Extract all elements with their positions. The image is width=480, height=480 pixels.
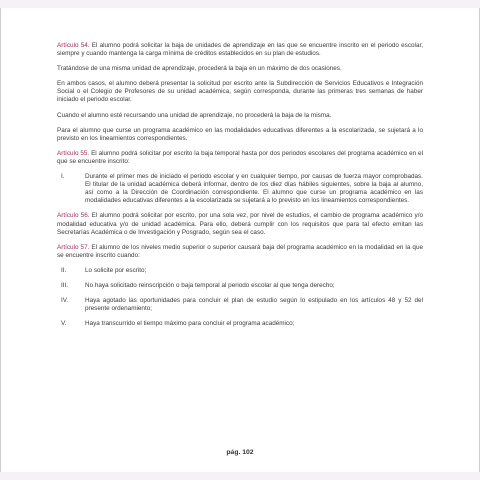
bottom-band xyxy=(0,472,480,480)
article-56-text: El alumno podrá solicitar por escrito, por una sola vez, por nivel de estudios, el cambio de programa académico y/o modalidad educativa y/o de unidad académica. Para ello, deberá cumplir con los requisitos que para tal efecto emitan las Secretarías Académica o de Investigación y Posgrado, según sea el caso. xyxy=(57,212,423,236)
paragraph-text: Cuando el alumno esté recursando una unidad de aprendizaje, no procederá la baja de la misma. xyxy=(57,111,332,119)
paragraph-text: En ambos casos, el alumno deberá presentar la solicitud por escrito ante la Subdirección de Servicios Educativos e Integración Social o el Colegio de Profesores de su unidad académica, según corresponda, durante las primeras tres semanas de haber iniciado el periodo escolar. xyxy=(57,80,423,104)
paragraph-text: Tratándose de una misma unidad de aprendizaje, procederá la baja en un máximo de dos ocasiones. xyxy=(57,65,342,73)
top-band xyxy=(0,0,480,8)
list-item-number: V. xyxy=(61,320,67,328)
article-54-text: El alumno podrá solicitar la baja de unidades de aprendizaje en las que se encuentre inscrito en el periodo escolar, siempre y cuando mantenga la carga mínima de créditos establecidos en su plan de estudios. xyxy=(57,42,424,58)
article-55-heading: Artículo 55. xyxy=(57,149,90,157)
list-item-number: I. xyxy=(61,173,65,181)
list-item xyxy=(57,282,423,290)
article-57-heading: Artículo 57. xyxy=(57,243,90,251)
list-item-text: Lo solicite por escrito; xyxy=(85,266,147,274)
list-item-text: Haya agotado las oportunidades para concluir el plan de estudio según lo estipulado en los artículos 48 y 52 del presente ordenamiento; xyxy=(85,297,423,313)
list-item-text: Haya transcurrido el tiempo máximo para concluir el programa académico; xyxy=(85,320,295,328)
list-item-number: II. xyxy=(61,266,67,274)
paragraph-article-57 xyxy=(57,244,423,260)
list-item-text: No haya solicitado reinscripción o baja temporal al periodo escolar al que tenga derecho; xyxy=(85,281,335,289)
paragraph-text: Para el alumno que curse un programa académico en las modalidades educativas diferentes a la escolarizada, se sujetará a lo previsto en los lineamientos correspondientes. xyxy=(57,126,423,142)
list-item-number: III. xyxy=(61,281,69,289)
list-item xyxy=(57,173,423,205)
paragraph-article-55 xyxy=(57,150,423,166)
list-item xyxy=(57,297,423,313)
paragraph-article-54 xyxy=(57,42,423,58)
article-54-heading: Artículo 54. xyxy=(57,42,90,49)
paragraph-article-56 xyxy=(57,212,423,236)
page-number: pág. 102 xyxy=(226,449,254,456)
list-item-text: Durante el primer mes de iniciado el periodo escolar y en cualquier tiempo, por causas de fuerza mayor comprobadas. El titular de la unidad académica deberá informar, dentro de los diez días hábiles siguientes, sobre la baja al alumno, así como a la Dirección de Coordinación correspondiente. El alumno que curse un programa académico en las modalidades educativas diferentes a la escolarizada se sujetará a lo previsto en los lineamientos correspondientes. xyxy=(85,173,423,205)
document-body xyxy=(57,42,423,335)
article-57-text: El alumno de los niveles medio superior o superior causará baja del programa académico en la modalidad en la que se encuentre inscrito cuando: xyxy=(57,243,423,259)
list-item xyxy=(57,267,423,275)
list-item-number: IV. xyxy=(61,297,69,305)
list-item xyxy=(57,320,423,328)
article-55-text: El alumno podrá solicitar por escrito la baja temporal hasta por dos periodos escolares del programa académico en el que se encuentre inscrito: xyxy=(57,149,423,165)
article-56-heading: Artículo 56. xyxy=(57,212,90,220)
